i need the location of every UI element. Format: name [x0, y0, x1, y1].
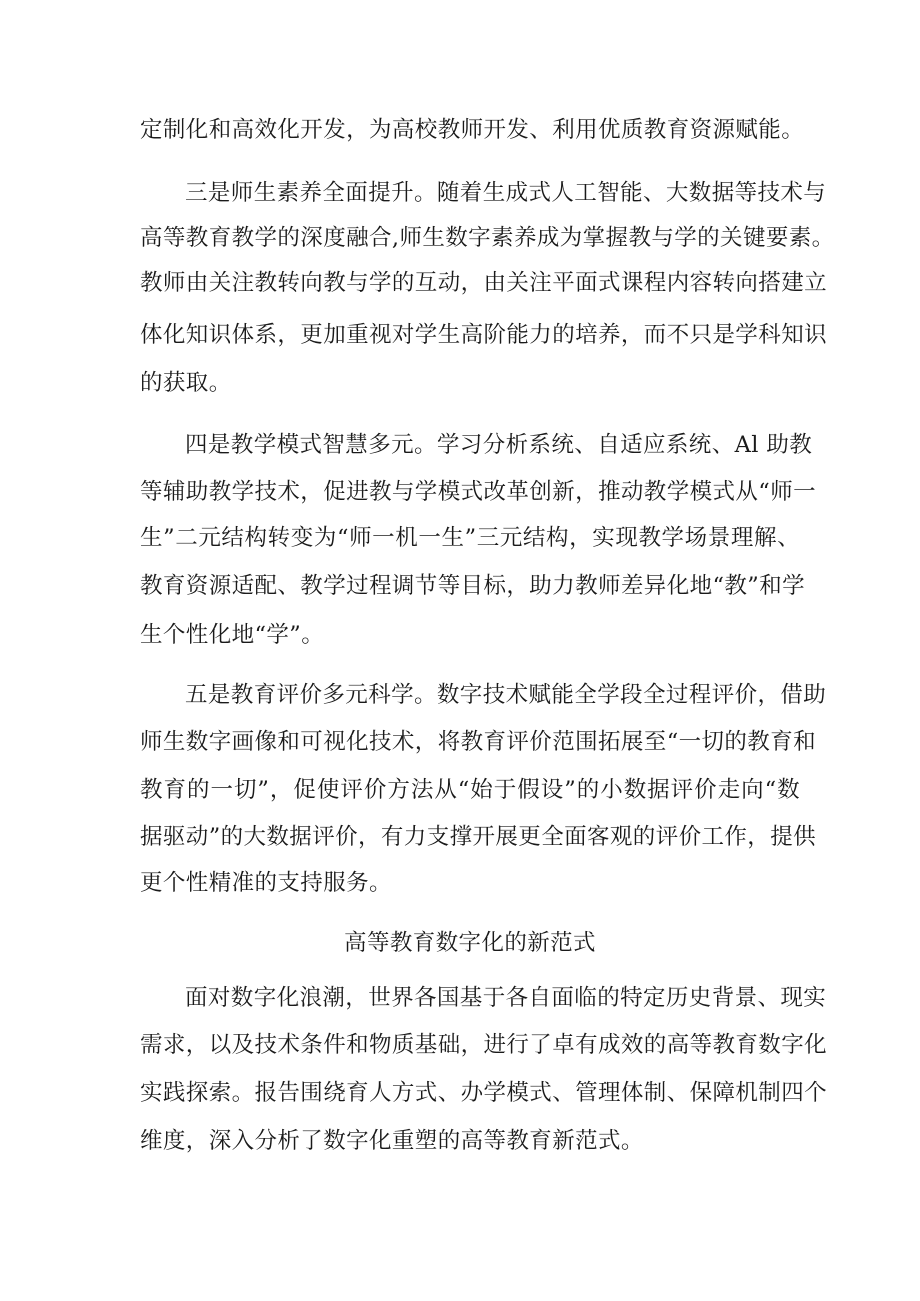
paragraph-line: 师生数字画像和可视化技术，将教育评价范围拓展至“一切的教育和: [140, 729, 817, 755]
paragraph-line: 定制化和高效化开发，为高校教师开发、利用优质教育资源赋能。: [140, 117, 805, 143]
section-heading: 高等教育数字化的新范式: [344, 930, 596, 956]
paragraph-line: 体化知识体系，更加重视对学生高阶能力的培养，而不只是学科知识: [140, 322, 828, 348]
paragraph-line: 生”二元结构转变为“师一机一生”三元结构，实现教学场景理解、: [140, 525, 800, 551]
paragraph-line: 据驱动”的大数据评价，有力支撑开展更全面客观的评价工作，提供: [140, 824, 817, 850]
paragraph-line: 教育的一切”，促使评价方法从“始于假设”的小数据评价走向“数: [140, 777, 800, 803]
paragraph-line: 生个性化地“学”。: [140, 622, 325, 648]
paragraph-line: 的获取。: [140, 370, 232, 396]
paragraph-line: 教育资源适配、教学过程调节等目标，助力教师差异化地“教”和学: [140, 573, 806, 599]
paragraph-line: 面对数字化浪潮，世界各国基于各自面临的特定历史背景、现实: [185, 985, 827, 1011]
paragraph-line: 四是教学模式智慧多元。学习分析系统、自适应系统、Al 助教: [185, 432, 813, 458]
paragraph-line: 教师由关注教转向教与学的互动，由关注平面式课程内容转向搭建立: [140, 270, 828, 296]
paragraph-line: 高等教育教学的深度融合,师生数字素养成为掌握教与学的关键要素。: [140, 225, 835, 251]
paragraph-line: 实践探索。报告围绕育人方式、办学模式、管理体制、保障机制四个: [140, 1080, 828, 1106]
paragraph-line: 等辅助教学技术，促进教与学模式改革创新，推动教学模式从“师一: [140, 479, 817, 505]
paragraph-line: 维度，深入分析了数字化重塑的高等教育新范式。: [140, 1128, 644, 1154]
paragraph-line: 三是师生素养全面提升。随着生成式人工智能、大数据等技术与: [185, 180, 827, 206]
paragraph-line: 五是教育评价多元科学。数字技术赋能全学段全过程评价，借助: [185, 682, 827, 708]
paragraph-line: 更个性精准的支持服务。: [140, 870, 392, 896]
paragraph-line: 需求，以及技术条件和物质基础，进行了卓有成效的高等教育数字化: [140, 1032, 828, 1058]
